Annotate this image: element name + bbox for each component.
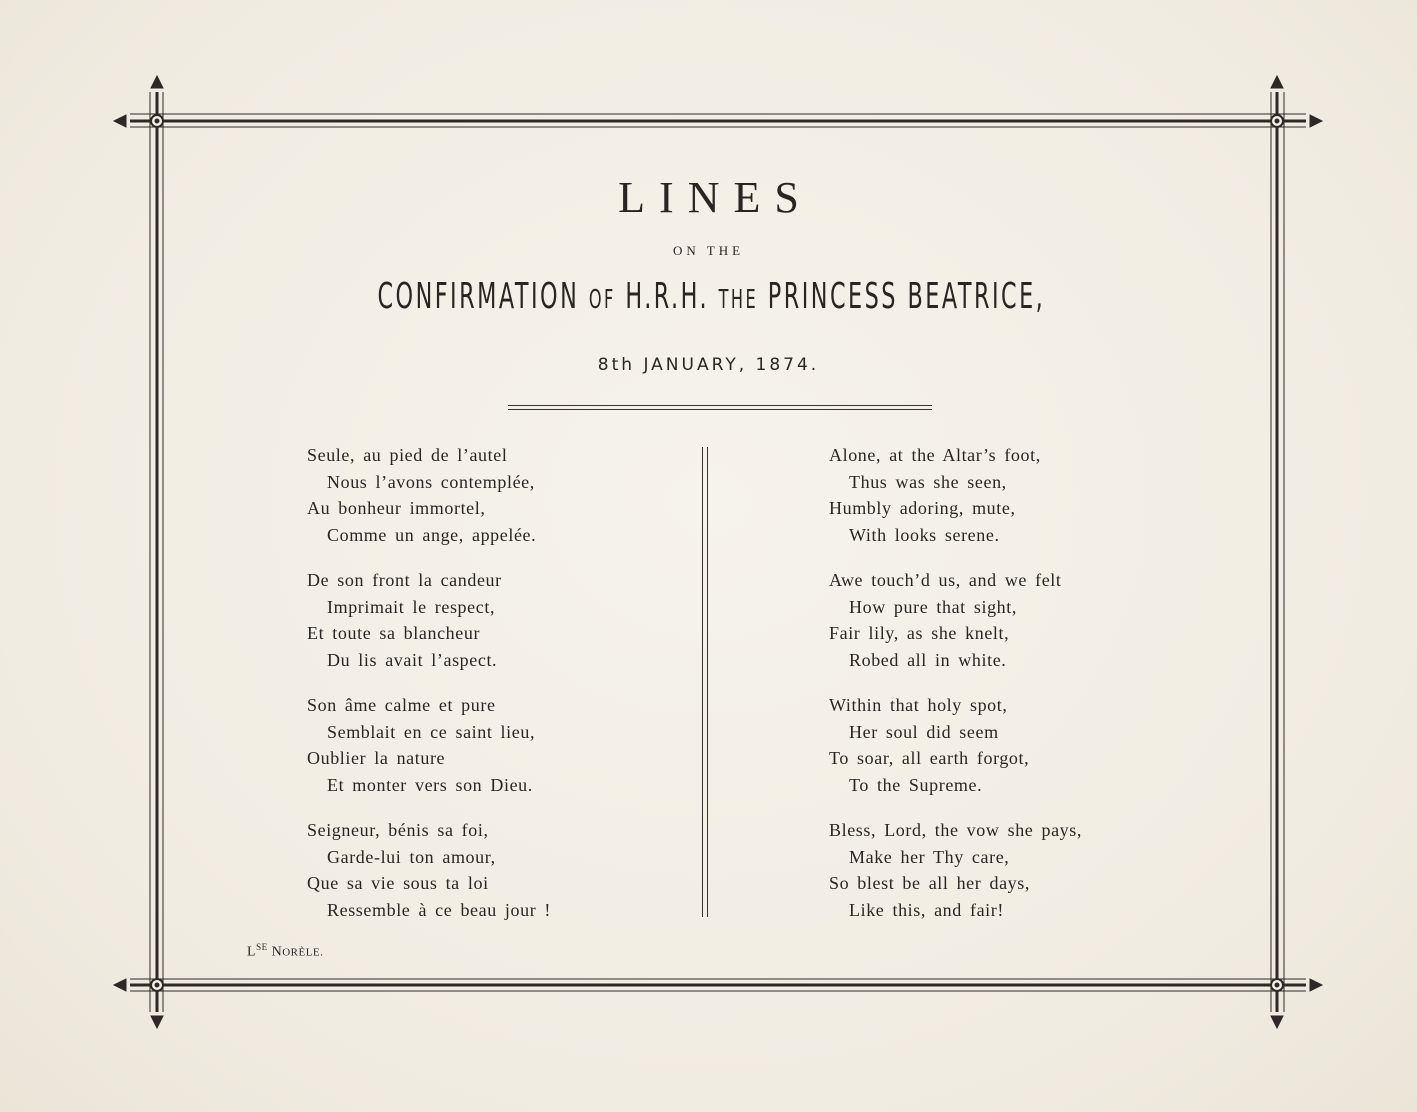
poem-line: To the Supreme. — [849, 774, 983, 795]
poem-line: To soar, all earth forgot, — [829, 748, 1030, 768]
french-stanza — [307, 442, 551, 548]
english-stanza — [829, 442, 1082, 548]
poem-line: Garde-lui ton amour, — [327, 846, 496, 867]
headline-word-princess-beatrice: PRINCESS BEATRICE, — [767, 276, 1046, 317]
french-stanza — [307, 817, 551, 923]
french-stanza — [307, 567, 551, 673]
poem-line: Seigneur, bénis sa foi, — [307, 820, 489, 840]
poem-line: Alone, at the Altar’s foot, — [829, 445, 1041, 465]
column-divider — [702, 447, 708, 917]
headline — [272, 276, 1151, 317]
author-signature — [247, 942, 323, 961]
author-name-rest: ORÈLE. — [282, 946, 324, 959]
poem-line: Awe touch’d us, and we felt — [829, 570, 1062, 590]
poem-line: Her soul did seem — [849, 721, 999, 742]
poem-line: Semblait en ce saint lieu, — [327, 721, 536, 742]
poem-line: Ressemble à ce beau jour ! — [327, 899, 552, 920]
headline-word-the: THE — [718, 285, 759, 315]
poem-line: Que sa vie sous ta loi — [307, 873, 489, 893]
poem-line: Like this, and fair! — [849, 899, 1004, 920]
poem-line: Thus was she seen, — [849, 471, 1007, 492]
poem-line: Bless, Lord, the vow she pays, — [829, 820, 1082, 840]
poem-line: Comme un ange, appelée. — [327, 524, 537, 545]
headline-word-hrh: H.R.H. — [625, 276, 710, 317]
english-poem — [829, 442, 1082, 942]
poem-line: Son âme calme et pure — [307, 695, 496, 715]
english-stanza — [829, 817, 1082, 923]
poem-line: Seule, au pied de l’autel — [307, 445, 508, 465]
poem-line: Within that holy spot, — [829, 695, 1008, 715]
poem-line: Fair lily, as she knelt, — [829, 623, 1010, 643]
poem-line: Imprimait le respect, — [327, 596, 496, 617]
poem-line: So blest be all her days, — [829, 873, 1030, 893]
headline-word-of: OF — [588, 285, 616, 315]
headline-word-confirmation: CONFIRMATION — [377, 276, 580, 317]
poem-line: Humbly adoring, mute, — [829, 498, 1016, 518]
poem-line: Et toute sa blancheur — [307, 623, 481, 643]
subtitle: ON THE — [672, 243, 745, 258]
poem-line: Et monter vers son Dieu. — [327, 774, 533, 795]
poem-line: Oublier la nature — [307, 748, 446, 768]
poem-line: Robed all in white. — [849, 649, 1007, 670]
french-poem — [307, 442, 551, 942]
poem-line: With looks serene. — [849, 524, 1000, 545]
page-title: LINES — [618, 173, 813, 222]
author-initial: L — [247, 944, 257, 960]
poem-line: Make her Thy care, — [849, 846, 1010, 867]
poem-line: How pure that sight, — [849, 596, 1017, 617]
date-line: 8th JANUARY, 1874. — [597, 355, 820, 375]
poem-line: Du lis avait l’aspect. — [327, 649, 498, 670]
english-stanza — [829, 692, 1082, 798]
divider-rule — [508, 405, 932, 410]
author-name-initial: N — [271, 944, 283, 960]
poem-line: Au bonheur immortel, — [307, 498, 486, 518]
poem-line: De son front la candeur — [307, 570, 502, 590]
english-stanza — [829, 567, 1082, 673]
french-stanza — [307, 692, 551, 798]
author-initial-suffix: SE — [256, 942, 268, 952]
poem-line: Nous l’avons contemplée, — [327, 471, 535, 492]
